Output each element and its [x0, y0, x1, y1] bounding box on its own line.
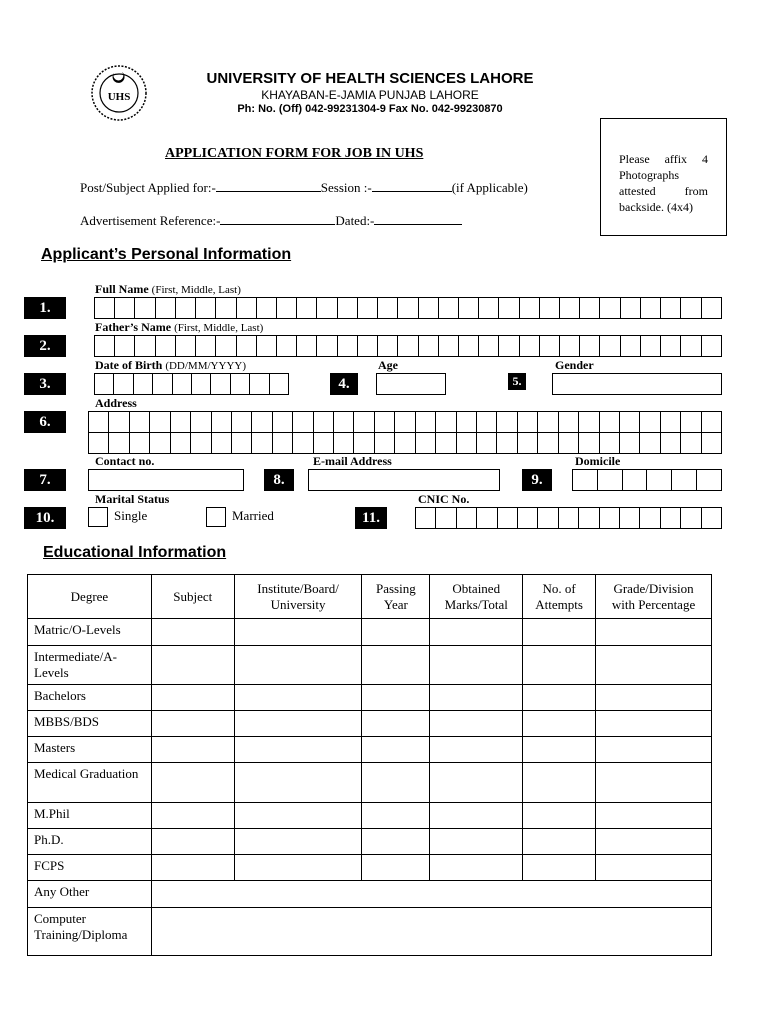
education-cell[interactable] — [362, 619, 430, 646]
degree-name: Masters — [28, 737, 152, 763]
input-cell[interactable] — [216, 336, 236, 356]
education-cell[interactable] — [596, 711, 712, 737]
input-cell[interactable] — [257, 298, 277, 318]
gender-label: Gender — [555, 358, 594, 372]
input-cell[interactable] — [354, 433, 374, 453]
input-cell[interactable] — [497, 433, 517, 453]
education-cell[interactable] — [151, 737, 234, 763]
education-cell[interactable] — [151, 685, 234, 711]
input-cell[interactable] — [293, 412, 313, 432]
input-cell[interactable] — [559, 433, 579, 453]
input-cell[interactable] — [580, 336, 600, 356]
education-cell[interactable] — [596, 829, 712, 855]
number-9: 9. — [522, 469, 552, 491]
input-cell[interactable] — [600, 412, 620, 432]
input-cell[interactable] — [297, 298, 317, 318]
education-cell[interactable] — [362, 711, 430, 737]
input-cell[interactable] — [681, 433, 701, 453]
input-cell[interactable] — [109, 433, 129, 453]
university-address: KHAYABAN-E-JAMIA PUNJAB LAHORE — [261, 88, 479, 102]
input-cell[interactable] — [191, 412, 211, 432]
number-6: 6. — [24, 411, 66, 433]
input-cell[interactable] — [661, 412, 681, 432]
education-cell[interactable] — [523, 855, 596, 881]
education-cell[interactable] — [151, 711, 234, 737]
table-row — [28, 646, 712, 685]
input-cell[interactable] — [314, 433, 334, 453]
cnic-label: CNIC No. — [418, 492, 470, 506]
input-cell[interactable] — [540, 298, 560, 318]
input-cell[interactable] — [640, 433, 660, 453]
input-cell[interactable] — [459, 336, 479, 356]
input-cell[interactable] — [661, 433, 681, 453]
education-cell[interactable] — [151, 829, 234, 855]
education-cell[interactable] — [523, 711, 596, 737]
computer-training-input[interactable] — [151, 908, 711, 956]
father-name-label: Father’s Name (First, Middle, Last) — [95, 320, 264, 334]
education-cell[interactable] — [596, 737, 712, 763]
education-cell[interactable] — [234, 619, 362, 646]
input-cell[interactable] — [538, 433, 558, 453]
input-cell[interactable] — [130, 412, 150, 432]
number-7: 7. — [24, 469, 66, 491]
education-cell[interactable] — [362, 737, 430, 763]
input-cell[interactable] — [697, 470, 721, 490]
degree-name: FCPS — [28, 855, 152, 881]
input-cell[interactable] — [273, 433, 293, 453]
input-cell[interactable] — [702, 433, 721, 453]
input-cell[interactable] — [439, 336, 459, 356]
university-phone: Ph: No. (Off) 042-99231304-9 Fax No. 042-99230870 — [237, 103, 503, 115]
input-cell[interactable] — [661, 336, 681, 356]
input-cell[interactable] — [358, 336, 378, 356]
education-cell[interactable] — [151, 646, 234, 685]
input-cell[interactable] — [497, 412, 517, 432]
input-cell[interactable] — [600, 298, 620, 318]
input-cell[interactable] — [647, 470, 672, 490]
input-cell[interactable] — [620, 412, 640, 432]
input-cell[interactable] — [378, 336, 398, 356]
single-label: Single — [114, 508, 148, 523]
age-label: Age — [378, 358, 398, 372]
input-cell[interactable] — [681, 508, 701, 528]
post-line — [80, 180, 528, 196]
input-cell[interactable] — [150, 433, 170, 453]
address-input-line1[interactable] — [88, 411, 722, 433]
education-cell[interactable] — [362, 855, 430, 881]
education-cell[interactable] — [234, 737, 362, 763]
input-cell[interactable] — [621, 298, 641, 318]
input-cell[interactable] — [579, 412, 599, 432]
col-institute: Institute/Board/ University — [234, 575, 362, 619]
input-cell[interactable] — [354, 412, 374, 432]
education-cell[interactable] — [151, 855, 234, 881]
dob-input[interactable] — [94, 373, 289, 395]
input-cell[interactable] — [499, 336, 519, 356]
education-cell[interactable] — [234, 803, 362, 829]
education-cell[interactable] — [234, 646, 362, 685]
input-cell[interactable] — [457, 433, 477, 453]
education-cell[interactable] — [596, 619, 712, 646]
input-cell[interactable] — [252, 412, 272, 432]
dated-input[interactable] — [374, 214, 462, 225]
table-row-any-other — [28, 881, 712, 908]
input-cell[interactable] — [375, 433, 395, 453]
input-cell[interactable] — [538, 412, 558, 432]
input-cell[interactable] — [419, 336, 439, 356]
input-cell[interactable] — [156, 298, 176, 318]
input-cell[interactable] — [109, 412, 129, 432]
input-cell[interactable] — [520, 336, 540, 356]
input-cell[interactable] — [257, 336, 277, 356]
input-cell[interactable] — [171, 433, 191, 453]
education-cell[interactable] — [362, 646, 430, 685]
input-cell[interactable] — [681, 412, 701, 432]
input-cell[interactable] — [237, 298, 257, 318]
input-cell[interactable] — [518, 433, 538, 453]
advert-input[interactable] — [220, 214, 335, 225]
input-cell[interactable] — [560, 298, 580, 318]
personal-heading: Applicant’s Personal Information — [41, 246, 292, 263]
input-cell[interactable] — [573, 470, 598, 490]
input-cell[interactable] — [338, 336, 358, 356]
input-cell[interactable] — [436, 412, 456, 432]
input-cell[interactable] — [702, 336, 721, 356]
input-cell[interactable] — [457, 412, 477, 432]
input-cell[interactable] — [270, 374, 288, 394]
col-grade: Grade/Division with Percentage — [596, 575, 712, 619]
marital-label: Marital Status — [95, 492, 170, 506]
input-cell[interactable] — [479, 298, 499, 318]
full-name-label: Full Name (First, Middle, Last) — [95, 282, 241, 296]
input-cell[interactable] — [212, 433, 232, 453]
education-cell[interactable] — [234, 711, 362, 737]
input-cell[interactable] — [231, 374, 250, 394]
education-cell[interactable] — [430, 711, 523, 737]
input-cell[interactable] — [640, 508, 660, 528]
input-cell[interactable] — [623, 470, 648, 490]
input-cell[interactable] — [416, 433, 436, 453]
education-cell[interactable] — [362, 803, 430, 829]
input-cell[interactable] — [156, 336, 176, 356]
education-cell[interactable] — [596, 855, 712, 881]
input-cell[interactable] — [212, 412, 232, 432]
input-cell[interactable] — [171, 412, 191, 432]
number-5: 5. — [508, 373, 526, 390]
address-input-line2[interactable] — [88, 432, 722, 454]
degree-name: MBBS/BDS — [28, 711, 152, 737]
session-suffix: (if Applicable) — [451, 180, 528, 195]
contact-label: Contact no. — [95, 454, 155, 468]
education-cell[interactable] — [596, 803, 712, 829]
input-cell[interactable] — [681, 336, 701, 356]
input-cell[interactable] — [641, 336, 661, 356]
input-cell[interactable] — [176, 336, 196, 356]
education-heading: Educational Information — [43, 544, 227, 561]
education-cell[interactable] — [523, 763, 596, 803]
input-cell[interactable] — [317, 298, 337, 318]
input-cell[interactable] — [559, 508, 579, 528]
col-degree: Degree — [28, 575, 152, 619]
education-cell[interactable] — [151, 803, 234, 829]
input-cell[interactable] — [499, 298, 519, 318]
cnic-input[interactable] — [415, 507, 722, 529]
email-label: E-mail Address — [313, 454, 392, 468]
married-checkbox[interactable] — [206, 507, 226, 527]
input-cell[interactable] — [252, 433, 272, 453]
education-cell[interactable] — [523, 829, 596, 855]
input-cell[interactable] — [89, 433, 109, 453]
education-cell[interactable] — [523, 803, 596, 829]
input-cell[interactable] — [196, 298, 216, 318]
input-cell[interactable] — [134, 374, 153, 394]
education-header-row — [28, 575, 712, 619]
education-cell[interactable] — [362, 685, 430, 711]
input-cell[interactable] — [681, 298, 701, 318]
input-cell[interactable] — [375, 412, 395, 432]
input-cell[interactable] — [640, 412, 660, 432]
domicile-label: Domicile — [575, 454, 621, 468]
input-cell[interactable] — [436, 433, 456, 453]
input-cell[interactable] — [398, 336, 418, 356]
contact-input[interactable] — [88, 469, 244, 491]
input-cell[interactable] — [439, 298, 459, 318]
address-label: Address — [95, 396, 137, 410]
education-cell[interactable] — [362, 763, 430, 803]
input-cell[interactable] — [176, 298, 196, 318]
father-name-input[interactable] — [94, 335, 722, 357]
dated-label: Dated:- — [335, 213, 375, 228]
input-cell[interactable] — [398, 298, 418, 318]
table-row — [28, 711, 712, 737]
table-row — [28, 685, 712, 711]
input-cell[interactable] — [173, 374, 192, 394]
input-cell[interactable] — [580, 298, 600, 318]
education-cell[interactable] — [596, 646, 712, 685]
input-cell[interactable] — [277, 336, 297, 356]
degree-name: M.Phil — [28, 803, 152, 829]
degree-name: Bachelors — [28, 685, 152, 711]
input-cell[interactable] — [600, 508, 620, 528]
input-cell[interactable] — [114, 374, 133, 394]
input-cell[interactable] — [89, 412, 109, 432]
input-cell[interactable] — [416, 508, 436, 528]
input-cell[interactable] — [598, 470, 623, 490]
input-cell[interactable] — [395, 433, 415, 453]
input-cell[interactable] — [416, 412, 436, 432]
input-cell[interactable] — [477, 508, 497, 528]
input-cell[interactable] — [293, 433, 313, 453]
email-input[interactable] — [308, 469, 500, 491]
input-cell[interactable] — [661, 298, 681, 318]
input-cell[interactable] — [334, 433, 354, 453]
input-cell[interactable] — [621, 336, 641, 356]
table-row — [28, 619, 712, 646]
session-label: Session :- — [320, 180, 372, 195]
dob-label: Date of Birth (DD/MM/YYYY) — [95, 358, 246, 372]
university-title: UNIVERSITY OF HEALTH SCIENCES LAHORE — [206, 70, 534, 87]
number-4: 4. — [330, 373, 358, 395]
input-cell[interactable] — [314, 412, 334, 432]
input-cell[interactable] — [600, 433, 620, 453]
session-input[interactable] — [372, 181, 452, 192]
input-cell[interactable] — [317, 336, 337, 356]
education-cell[interactable] — [430, 829, 523, 855]
education-cell[interactable] — [430, 737, 523, 763]
degree-name: Ph.D. — [28, 829, 152, 855]
input-cell[interactable] — [250, 374, 269, 394]
advert-label: Advertisement Reference:- — [80, 213, 221, 228]
input-cell[interactable] — [95, 298, 115, 318]
education-cell[interactable] — [430, 646, 523, 685]
table-row — [28, 803, 712, 829]
number-8: 8. — [264, 469, 294, 491]
single-checkbox[interactable] — [88, 507, 108, 527]
input-cell[interactable] — [232, 433, 252, 453]
table-row — [28, 737, 712, 763]
input-cell[interactable] — [115, 298, 135, 318]
input-cell[interactable] — [620, 433, 640, 453]
education-cell[interactable] — [430, 619, 523, 646]
col-subject: Subject — [151, 575, 234, 619]
input-cell[interactable] — [479, 336, 499, 356]
degree-name: Medical Graduation — [28, 763, 152, 803]
degree-computer-training: Computer Training/Diploma — [28, 908, 152, 956]
input-cell[interactable] — [518, 412, 538, 432]
post-input[interactable] — [216, 181, 321, 192]
input-cell[interactable] — [115, 336, 135, 356]
input-cell[interactable] — [130, 433, 150, 453]
photo-box: Please affix 4 Photographs attested from backside. (4x4) — [600, 118, 727, 236]
number-10: 10. — [24, 507, 66, 529]
input-cell[interactable] — [600, 336, 620, 356]
input-cell[interactable] — [192, 374, 211, 394]
education-cell[interactable] — [523, 737, 596, 763]
input-cell[interactable] — [672, 470, 697, 490]
input-cell[interactable] — [135, 336, 155, 356]
input-cell[interactable] — [457, 508, 477, 528]
education-cell[interactable] — [234, 855, 362, 881]
input-cell[interactable] — [540, 336, 560, 356]
education-cell[interactable] — [430, 803, 523, 829]
input-cell[interactable] — [661, 508, 681, 528]
input-cell[interactable] — [277, 298, 297, 318]
age-input[interactable] — [376, 373, 446, 395]
input-cell[interactable] — [232, 412, 252, 432]
input-cell[interactable] — [620, 508, 640, 528]
form-title: APPLICATION FORM FOR JOB IN UHS — [165, 146, 424, 161]
table-row — [28, 855, 712, 881]
input-cell[interactable] — [538, 508, 558, 528]
number-2: 2. — [24, 335, 66, 357]
full-name-input[interactable] — [94, 297, 722, 319]
education-cell[interactable] — [234, 763, 362, 803]
education-cell[interactable] — [362, 829, 430, 855]
svg-text:UHS: UHS — [107, 91, 131, 103]
gender-input[interactable] — [552, 373, 722, 395]
education-cell[interactable] — [151, 763, 234, 803]
input-cell[interactable] — [95, 336, 115, 356]
input-cell[interactable] — [459, 298, 479, 318]
input-cell[interactable] — [641, 298, 661, 318]
degree-any-other: Any Other — [28, 881, 152, 908]
education-cell[interactable] — [234, 685, 362, 711]
education-cell[interactable] — [430, 685, 523, 711]
domicile-input[interactable] — [572, 469, 722, 491]
any-other-input[interactable] — [151, 881, 711, 908]
education-cell[interactable] — [430, 855, 523, 881]
education-cell[interactable] — [596, 763, 712, 803]
input-cell[interactable] — [436, 508, 456, 528]
input-cell[interactable] — [150, 412, 170, 432]
education-cell[interactable] — [234, 829, 362, 855]
education-cell[interactable] — [430, 763, 523, 803]
input-cell[interactable] — [702, 298, 721, 318]
table-row — [28, 829, 712, 855]
input-cell[interactable] — [559, 412, 579, 432]
input-cell[interactable] — [237, 336, 257, 356]
input-cell[interactable] — [520, 298, 540, 318]
education-table — [27, 574, 712, 956]
input-cell[interactable] — [216, 298, 236, 318]
post-label: Post/Subject Applied for:- — [80, 180, 216, 195]
input-cell[interactable] — [477, 433, 497, 453]
input-cell[interactable] — [560, 336, 580, 356]
col-passing-year: Passing Year — [362, 575, 430, 619]
number-11: 11. — [355, 507, 387, 529]
input-cell[interactable] — [153, 374, 172, 394]
input-cell[interactable] — [358, 298, 378, 318]
col-attempts: No. of Attempts — [523, 575, 596, 619]
input-cell[interactable] — [297, 336, 317, 356]
input-cell[interactable] — [334, 412, 354, 432]
input-cell[interactable] — [95, 374, 114, 394]
number-1: 1. — [24, 297, 66, 319]
number-3: 3. — [24, 373, 66, 395]
input-cell[interactable] — [191, 433, 211, 453]
input-cell[interactable] — [273, 412, 293, 432]
input-cell[interactable] — [477, 412, 497, 432]
education-cell[interactable] — [523, 619, 596, 646]
education-cell[interactable] — [523, 646, 596, 685]
input-cell[interactable] — [378, 298, 398, 318]
input-cell[interactable] — [211, 374, 230, 394]
input-cell[interactable] — [395, 412, 415, 432]
input-cell[interactable] — [498, 508, 518, 528]
education-cell[interactable] — [596, 685, 712, 711]
input-cell[interactable] — [702, 508, 721, 528]
input-cell[interactable] — [419, 298, 439, 318]
uhs-logo — [90, 64, 148, 122]
education-cell[interactable] — [151, 619, 234, 646]
degree-name: Intermediate/A-Levels — [28, 646, 152, 685]
table-row — [28, 763, 712, 803]
advert-line — [80, 213, 462, 229]
degree-name: Matric/O-Levels — [28, 619, 152, 646]
input-cell[interactable] — [196, 336, 216, 356]
input-cell[interactable] — [135, 298, 155, 318]
input-cell[interactable] — [579, 508, 599, 528]
input-cell[interactable] — [518, 508, 538, 528]
input-cell[interactable] — [579, 433, 599, 453]
table-row-computer-training — [28, 908, 712, 956]
input-cell[interactable] — [702, 412, 721, 432]
input-cell[interactable] — [338, 298, 358, 318]
education-cell[interactable] — [523, 685, 596, 711]
married-label: Married — [232, 508, 274, 523]
col-marks: Obtained Marks/Total — [430, 575, 523, 619]
